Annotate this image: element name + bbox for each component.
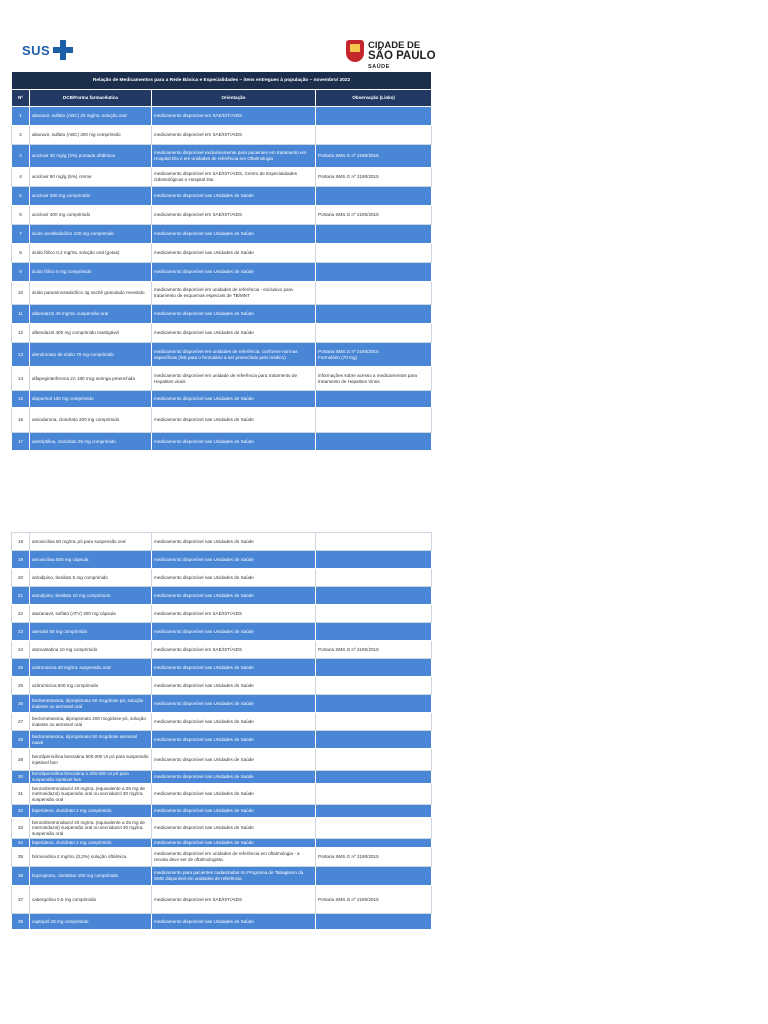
row-medication: anlodipino, besilato 10 mg comprimido — [30, 587, 152, 605]
row-orientation: medicamento disponível em SAE/IST/AIDS, Centro de Especialidades Odontológicas e Hospital Dia — [152, 168, 316, 187]
row-observation — [316, 659, 432, 677]
row-number: 10 — [12, 282, 30, 305]
table-row — [12, 367, 432, 391]
row-observation[interactable]: Portaria SMS.G nº 2190/2015 — [316, 145, 432, 168]
row-observation — [316, 225, 432, 244]
row-number: 30 — [12, 771, 30, 784]
row-orientation: medicamento disponível nas Unidades de Saúde — [152, 324, 316, 343]
row-number: 6 — [12, 206, 30, 225]
row-orientation: medicamento disponível nas Unidades de Saúde — [152, 731, 316, 749]
row-medication: albendazol 400 mg comprimido mastigável — [30, 324, 152, 343]
row-observation — [316, 731, 432, 749]
table-row — [12, 551, 432, 569]
row-orientation: medicamento disponível em SAE/IST/AIDS — [152, 107, 316, 126]
city-crest-icon — [346, 40, 364, 62]
sp-logo-line3: SAÚDE — [368, 64, 390, 70]
table-row — [12, 623, 432, 641]
row-observation — [316, 839, 432, 848]
row-number: 34 — [12, 839, 30, 848]
row-orientation: medicamento disponível exclusivamente para pacientes em tratamento em Hospital Dia e em unidades de referência em Oftalmologia — [152, 145, 316, 168]
table-row — [12, 605, 432, 623]
table-row — [12, 641, 432, 659]
medication-table-page1 — [11, 71, 432, 451]
row-observation — [316, 305, 432, 324]
row-observation — [316, 914, 432, 930]
row-observation — [316, 587, 432, 605]
row-orientation: medicamento disponível nas Unidades de Saúde — [152, 713, 316, 731]
row-orientation: medicamento disponível em SAE/IST/AIDS — [152, 605, 316, 623]
table-row — [12, 771, 432, 784]
row-number: 11 — [12, 305, 30, 324]
table-row — [12, 848, 432, 867]
column-header-obs: Observação (Links) — [316, 90, 432, 107]
table-row — [12, 263, 432, 282]
table-row — [12, 713, 432, 731]
row-observation[interactable]: Portaria SMS.G nº 2190/2015 — [316, 848, 432, 867]
row-number: 38 — [12, 914, 30, 930]
row-observation — [316, 771, 432, 784]
table-row — [12, 839, 432, 848]
row-number: 28 — [12, 731, 30, 749]
sus-cross-icon — [53, 40, 73, 60]
row-orientation: medicamento disponível em unidades de referência, conforme normas específicas (link para o formulário a ser preenchido pelo médico) — [152, 343, 316, 367]
row-observation[interactable]: Portaria SMS.G nº 2190/2015 — [316, 206, 432, 225]
row-observation — [316, 244, 432, 263]
row-number: 25 — [12, 677, 30, 695]
table-row — [12, 244, 432, 263]
row-medication: benzilpenicilina benzatina 600.000 UI pó para suspensão injetável fam — [30, 749, 152, 771]
row-number: 7 — [12, 225, 30, 244]
row-number: 20 — [12, 569, 30, 587]
row-orientation: medicamento disponível nas Unidades de Saúde — [152, 695, 316, 713]
row-observation — [316, 324, 432, 343]
table-row — [12, 695, 432, 713]
table-row — [12, 168, 432, 187]
sus-logo-text: SUS — [22, 42, 51, 58]
row-number: 4 — [12, 168, 30, 187]
table-row — [12, 126, 432, 145]
column-header-num: Nº — [12, 90, 30, 107]
row-orientation: medicamento disponível nas Unidades de Saúde — [152, 305, 316, 324]
table-title: Relação de Medicamentos para a Rede Básica e Especialidades – itens entregues à população – novembro/ 2022 — [12, 72, 432, 90]
row-number: 14 — [12, 367, 30, 391]
row-orientation: medicamento disponível nas Unidades de Saúde — [152, 623, 316, 641]
row-medication: atenolol 50 mg comprimido — [30, 623, 152, 641]
row-number: 21 — [12, 587, 30, 605]
row-orientation: medicamento disponível nas Unidades de Saúde — [152, 533, 316, 551]
table-row — [12, 805, 432, 818]
table-row — [12, 305, 432, 324]
row-observation — [316, 805, 432, 818]
row-number: 31 — [12, 784, 30, 805]
row-number: 37 — [12, 886, 30, 914]
row-orientation: medicamento disponível nas Unidades de Saúde — [152, 771, 316, 784]
table-row — [12, 659, 432, 677]
table-header-row — [12, 90, 432, 107]
row-orientation: medicamento disponível em SAE/IST/AIDS — [152, 206, 316, 225]
table-row — [12, 886, 432, 914]
table-row — [12, 187, 432, 206]
table-row — [12, 731, 432, 749]
row-medication: aciclovir 400 mg comprimido — [30, 206, 152, 225]
row-number: 22 — [12, 605, 30, 623]
table-row — [12, 867, 432, 886]
row-number: 29 — [12, 749, 30, 771]
row-observation — [316, 695, 432, 713]
row-medication: biperideno, cloridrato 2 mg comprimido — [30, 805, 152, 818]
row-observation — [316, 533, 432, 551]
table-row — [12, 784, 432, 805]
row-medication: ácido fólico 0,2 mg/mL solução oral (gotas) — [30, 244, 152, 263]
table-row — [12, 533, 432, 551]
table-row — [12, 145, 432, 168]
row-number: 5 — [12, 187, 30, 206]
table-row — [12, 206, 432, 225]
row-orientation: medicamento disponível nas Unidades de Saúde — [152, 784, 316, 805]
row-number: 25 — [12, 659, 30, 677]
table-row — [12, 225, 432, 244]
row-medication: aciclovir 50 mg/g (5%) creme — [30, 168, 152, 187]
table-row — [12, 569, 432, 587]
row-number: 1 — [12, 107, 30, 126]
row-orientation: medicamento disponível em SAE/IST/AIDS — [152, 641, 316, 659]
row-observation — [316, 126, 432, 145]
row-orientation: medicamento disponível em unidade de referência para tratamento de Hepatites virais — [152, 367, 316, 391]
row-number: 36 — [12, 867, 30, 886]
medication-table-page2 — [11, 532, 432, 930]
row-orientation: medicamento disponível nas Unidades de Saúde — [152, 391, 316, 408]
row-medication: azitromicina 500 mg comprimido — [30, 677, 152, 695]
row-orientation: medicamento disponível nas Unidades de Saúde — [152, 659, 316, 677]
row-observation — [316, 433, 432, 451]
row-medication: captopril 25 mg comprimido — [30, 914, 152, 930]
table-row — [12, 587, 432, 605]
row-number: 33 — [12, 818, 30, 839]
row-number: 35 — [12, 848, 30, 867]
row-medication: albendazol 40 mg/mL suspensão oral — [30, 305, 152, 324]
table-row — [12, 343, 432, 367]
row-orientation: medicamento disponível nas Unidades de Saúde — [152, 914, 316, 930]
row-medication: brimonidina 2 mg/mL (0,2%) solução oftálmica — [30, 848, 152, 867]
row-medication: alopurinol 100 mg comprimido — [30, 391, 152, 408]
row-orientation: medicamento disponível nas Unidades de Saúde — [152, 225, 316, 244]
row-medication: beclometasona, dipropionato 200 mcg/dose pó, solução inalante ou aerossol oral — [30, 713, 152, 731]
row-orientation: medicamento disponível nas Unidades de Saúde — [152, 839, 316, 848]
row-observation — [316, 749, 432, 771]
row-number: 18 — [12, 533, 30, 551]
row-observation[interactable]: Portaria SMS.G nº 2190/2015 — [316, 886, 432, 914]
row-medication: ácido acetilsalicílico 100 mg comprimido — [30, 225, 152, 244]
row-observation — [316, 282, 432, 305]
sp-logo-line2: SÃO PAULO — [368, 50, 436, 62]
row-medication: beclometasona, dipropionato 50 mcg/dose aerossol nasal — [30, 731, 152, 749]
table-title-row — [12, 72, 432, 90]
row-medication: aciclovir 200 mg comprimido — [30, 187, 152, 206]
row-observation — [316, 551, 432, 569]
row-orientation: medicamento disponível nas Unidades de Saúde — [152, 569, 316, 587]
row-medication: alfapeginterferona 2A 180 mcg seringa preenchida — [30, 367, 152, 391]
row-medication: atazanavir, sulfato (ATV) 300 mg cápsula — [30, 605, 152, 623]
row-orientation: medicamento disponível nas Unidades de Saúde — [152, 408, 316, 433]
row-orientation: medicamento disponível nas Unidades de Saúde — [152, 263, 316, 282]
row-orientation: medicamento disponível nas Unidades de Saúde — [152, 587, 316, 605]
row-number: 25 — [12, 695, 30, 713]
table-row — [12, 677, 432, 695]
row-observation — [316, 569, 432, 587]
table-row — [12, 282, 432, 305]
row-number: 12 — [12, 324, 30, 343]
sao-paulo-logo — [346, 40, 436, 73]
row-orientation: medicamento disponível nas Unidades de Saúde — [152, 749, 316, 771]
row-observation[interactable]: informações sobre acesso a medicamentos para tratamento de Hepatites Virais — [316, 367, 432, 391]
row-medication: benzilpenicilina benzatina 1.200.000 UI pó para suspensão injetável fam — [30, 771, 152, 784]
row-medication: amiodarona, cloridrato 200 mg comprimido — [30, 408, 152, 433]
row-medication: cabergolina 0,5 mg comprimido — [30, 886, 152, 914]
table-row — [12, 818, 432, 839]
row-number: 16 — [12, 408, 30, 433]
row-medication: benzoilmetronidazol 40 mg/mL (equivalente a 25 mg de metronidazol) suspensão oral ou secnidazol 30 mg/mL suspensão oral — [30, 818, 152, 839]
row-medication: biperideno, cloridrato 2 mg comprimido — [30, 839, 152, 848]
row-number: 15 — [12, 391, 30, 408]
table-row — [12, 433, 432, 451]
row-medication: beclometasona, dipropionato 50 mcg/dose pó, solução inalante ou aerossol oral — [30, 695, 152, 713]
row-observation — [316, 391, 432, 408]
sp-logo-line1: CIDADE DE — [368, 40, 421, 51]
row-number: 13 — [12, 343, 30, 367]
table-row — [12, 749, 432, 771]
row-number: 3 — [12, 145, 30, 168]
row-observation — [316, 623, 432, 641]
row-observation — [316, 263, 432, 282]
row-observation — [316, 867, 432, 886]
row-orientation: medicamento disponível nas Unidades de Saúde — [152, 244, 316, 263]
row-orientation: medicamento para pacientes cadastrados no Programa de Tabagismo da SMS disponível em unidades de referência — [152, 867, 316, 886]
row-medication: azitromicina 40 mg/mL suspensão oral — [30, 659, 152, 677]
row-medication: abacavir, sulfato (ABC) 20 mg/mL solução oral — [30, 107, 152, 126]
row-medication: benzoilmetronidazol 40 mg/mL (equivalente a 25 mg de metronidazol) suspensão oral ou secnidazol 30 mg/mL suspensão oral — [30, 784, 152, 805]
sus-logo — [22, 40, 73, 60]
row-number: 8 — [12, 244, 30, 263]
table-row — [12, 391, 432, 408]
row-medication: anlodipino, besilato 5 mg comprimido — [30, 569, 152, 587]
row-medication: amoxicilina 500 mg cápsula — [30, 551, 152, 569]
row-orientation: medicamento disponível nas Unidades de Saúde — [152, 805, 316, 818]
column-header-orientation: Orientação — [152, 90, 316, 107]
row-number: 9 — [12, 263, 30, 282]
column-header-item: DCB/Forma farmacêutica — [30, 90, 152, 107]
row-observation — [316, 107, 432, 126]
row-observation[interactable]: Portaria SMS.G nº 2190/2015 — [316, 168, 432, 187]
row-orientation: medicamento disponível nas Unidades de Saúde — [152, 551, 316, 569]
row-number: 24 — [12, 641, 30, 659]
row-medication: atorvastatina 10 mg comprimido — [30, 641, 152, 659]
row-orientation: medicamento disponível nas Unidades de Saúde — [152, 818, 316, 839]
row-observation[interactable]: Portaria SMS.G nº 2190/2015 Formulário (70 mg) — [316, 343, 432, 367]
row-number: 19 — [12, 551, 30, 569]
row-observation — [316, 605, 432, 623]
row-orientation: medicamento disponível em unidades de referência em oftalmologia - a receita deve ser de oftalmologista — [152, 848, 316, 867]
row-orientation: medicamento disponível em SAE/IST/AIDS — [152, 886, 316, 914]
row-observation — [316, 677, 432, 695]
row-observation — [316, 408, 432, 433]
row-medication: amitriptilina, cloridrato 25 mg comprimido — [30, 433, 152, 451]
row-number: 27 — [12, 713, 30, 731]
row-observation — [316, 187, 432, 206]
table-row — [12, 914, 432, 930]
row-number: 17 — [12, 433, 30, 451]
row-medication: ácido fólico 5 mg comprimido — [30, 263, 152, 282]
row-orientation: medicamento disponível em unidades de referência - exclusivo para tratamento de esquemas especiais de TB/MNT — [152, 282, 316, 305]
row-observation — [316, 818, 432, 839]
table-row — [12, 107, 432, 126]
row-medication: aciclovir 30 mg/g (3%) pomada oftálmica — [30, 145, 152, 168]
table-row — [12, 408, 432, 433]
row-medication: alendronato de sódio 70 mg comprimido — [30, 343, 152, 367]
row-observation — [316, 713, 432, 731]
row-observation[interactable]: Portaria SMS.G nº 2190/2015 — [316, 641, 432, 659]
row-medication: amoxicilina 50 mg/mL pó para suspensão oral — [30, 533, 152, 551]
row-medication: abacavir, sulfato (ABC) 300 mg comprimido — [30, 126, 152, 145]
row-number: 2 — [12, 126, 30, 145]
row-number: 32 — [12, 805, 30, 818]
table-row — [12, 324, 432, 343]
row-medication: ácido paraminossalicílico 4g sachê granulado revestido — [30, 282, 152, 305]
row-orientation: medicamento disponível nas Unidades de Saúde — [152, 677, 316, 695]
row-orientation: medicamento disponível nas Unidades de Saúde — [152, 187, 316, 206]
row-orientation: medicamento disponível nas Unidades de Saúde — [152, 433, 316, 451]
row-medication: bupropiona, cloridrato 150 mg comprimido — [30, 867, 152, 886]
row-observation — [316, 784, 432, 805]
row-number: 23 — [12, 623, 30, 641]
row-orientation: medicamento disponível em SAE/IST/AIDS — [152, 126, 316, 145]
